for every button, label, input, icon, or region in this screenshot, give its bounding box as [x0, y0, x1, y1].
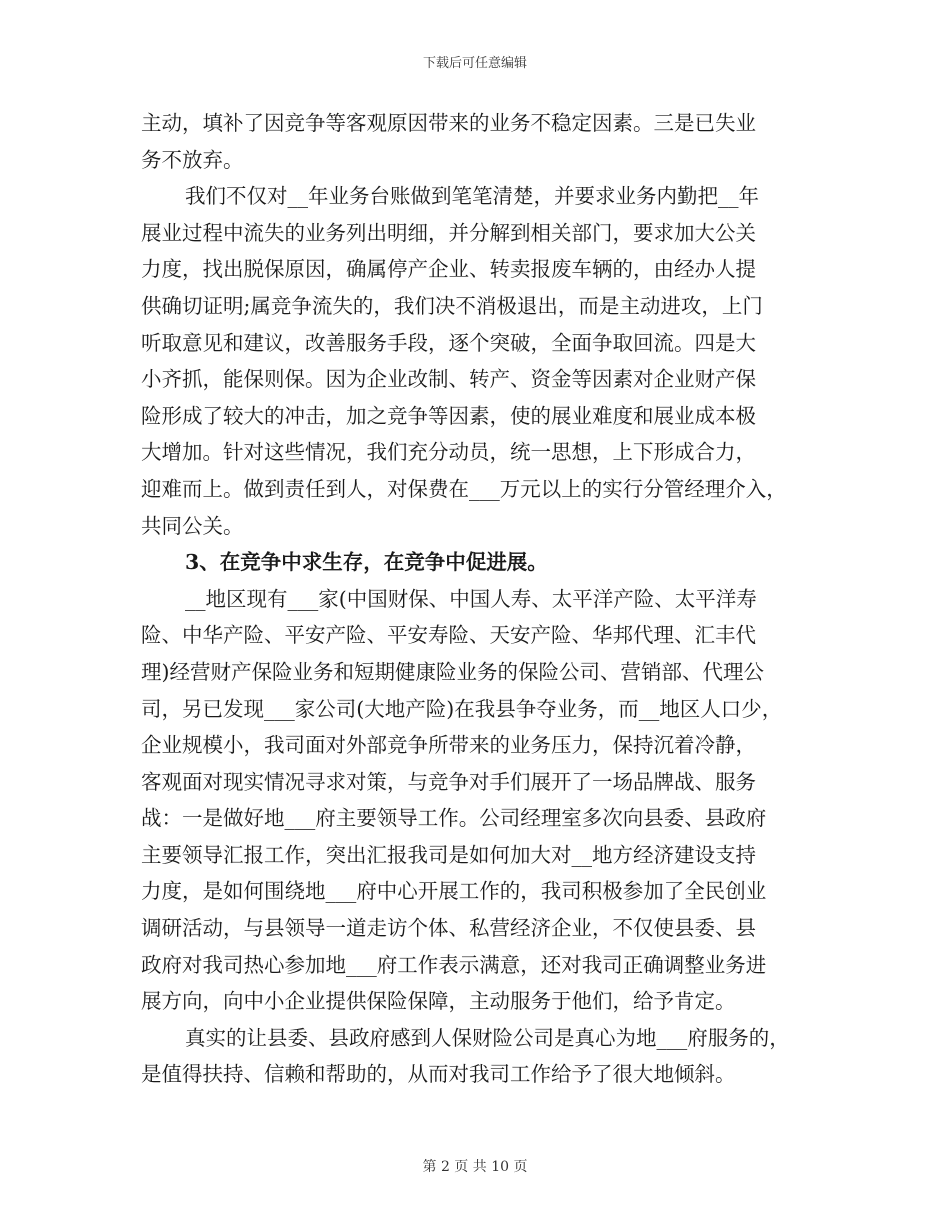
paragraph-line: 展方向，向中小企业提供保险保障，主动服务于他们，给予肯定。: [141, 989, 736, 1014]
paragraph-line: 政府对我司热心参加地___府工作表示满意，还对我司正确调整业务进: [141, 952, 767, 977]
document-body: [141, 108, 821, 1096]
paragraph-line: 我们不仅对__年业务台账做到笔笔清楚，并要求业务内勤把__年: [185, 184, 759, 209]
paragraph-line: 司，另已发现___家公司(大地产险)在我县争夺业务，而__地区人口少，: [141, 696, 783, 721]
paragraph-line: 力度，找出脱保原因，确属停产企业、转卖报废车辆的，由经办人提: [141, 257, 756, 282]
paragraph-line: 务不放弃。: [141, 147, 244, 172]
paragraph-line: 展业过程中流失的业务列出明细，并分解到相关部门，要求加大公关: [141, 220, 756, 245]
paragraph-line: 共同公关。: [141, 513, 244, 538]
paragraph-line: 听取意见和建议，改善服务手段，逐个突破，全面争取回流。四是大: [141, 330, 756, 355]
paragraph-line: 迎难而上。做到责任到人，对保费在___万元以上的实行分管经理介入，: [141, 476, 787, 501]
page-header: 下载后可任意编辑: [422, 56, 527, 71]
paragraph-line: 客观面对现实情况寻求对策，与竞争对手们展开了一场品牌战、服务: [141, 769, 756, 794]
paragraph-line: 力度，是如何围绕地___府中心开展工作的，我司积极参加了全民创业: [141, 879, 767, 904]
paragraph-line: 企业规模小，我司面对外部竞争所带来的业务压力，保持沉着冷静，: [141, 733, 756, 758]
paragraph-line: __地区现有___家(中国财保、中国人寿、太平洋产险、太平洋寿: [185, 586, 757, 611]
page-number: 第 2 页 共 10 页: [422, 1159, 528, 1175]
paragraph-line: 主要领导汇报工作，突出汇报我司是如何加大对__地方经济建设支持: [141, 842, 756, 867]
paragraph-line: 战：一是做好地___府主要领导工作。公司经理室多次向县委、县政府: [141, 806, 767, 831]
paragraph-line: 险形成了较大的冲击，加之竞争等因素，使的展业难度和展业成本极: [141, 403, 756, 428]
paragraph-line: 真实的让县委、县政府感到人保财险公司是真心为地___府服务的，: [185, 1025, 790, 1050]
paragraph-line: 理)经营财产保险业务和短期健康险业务的保险公司、营销部、代理公: [141, 659, 764, 684]
paragraph-line: 是值得扶持、信赖和帮助的，从而对我司工作给予了很大地倾斜。: [141, 1062, 736, 1087]
paragraph-line: 大增加。针对这些情况，我们充分动员，统一思想，上下形成合力，: [141, 440, 756, 465]
paragraph-line: 调研活动，与县领导一道走访个体、私营经济企业，不仅使县委、县: [141, 916, 756, 941]
paragraph-line: 险、中华产险、平安产险、平安寿险、天安产险、华邦代理、汇丰代: [141, 623, 756, 648]
paragraph-line: 供确切证明;属竞争流失的，我们决不消极退出，而是主动进攻，上门: [141, 293, 763, 318]
section-heading: 3、在竞争中求生存，在竞争中促进展。: [185, 550, 548, 575]
paragraph-line: 主动，填补了因竞争等客观原因带来的业务不稳定因素。三是已失业: [141, 111, 756, 135]
paragraph-line: 小齐抓，能保则保。因为企业改制、转产、资金等因素对企业财产保: [141, 367, 756, 392]
